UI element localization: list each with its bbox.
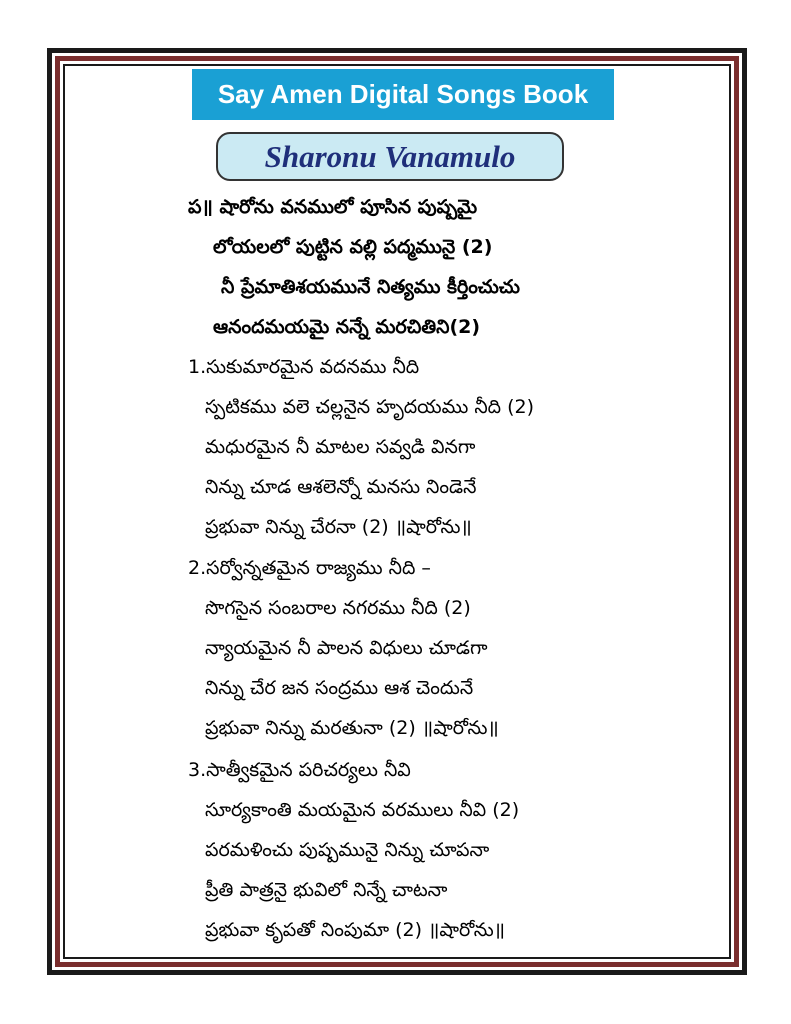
chorus-line-2: లోయలలో పుట్టిన వల్లి పద్మమునై (2) (213, 236, 493, 258)
header-banner (192, 69, 614, 120)
verse-1-line-2: స్పటికము వలె చల్లనైన హృదయము నీది (2) (205, 396, 535, 418)
verse-1-line-5: ప్రభువా నిన్ను చేరనా (2) ॥షారోను॥ (205, 516, 472, 538)
verse-2-line-2: సొగసైన సంబరాల నగరము నీది (2) (205, 597, 471, 619)
verse-2-line-3: న్యాయమైన నీ పాలన విధులు చూడగా (205, 637, 488, 659)
header-title: Say Amen Digital Songs Book (217, 79, 589, 109)
verse-3-line-1: 3.సాత్వీకమైన పరిచర్యలు నీవి (188, 759, 411, 781)
chorus-line-4: ఆనందమయమై నన్నే మరచితిని(2) (213, 316, 481, 338)
verse-2-line-1: 2.సర్వోన్నతమైన రాజ్యము నీది – (188, 557, 431, 579)
verse-2-line-4: నిన్ను చేర జన సంద్రము ఆశ చెందునే (205, 677, 474, 699)
song-title: Sharonu Vanamulo (264, 138, 516, 174)
verse-3-line-4: ప్రీతి పాత్రనై భువిలో నిన్నే చాటనా (205, 879, 448, 901)
verse-3-line-5: ప్రభువా కృపతో నింపుమా (2) ॥షారోను॥ (205, 919, 506, 941)
verse-1-line-4: నిన్ను చూడ ఆశలెన్నో మనసు నిండెనే (205, 476, 477, 498)
verse-1-line-3: మధురమైన నీ మాటల సవ్వడి వినగా (205, 436, 476, 458)
chorus-line-3: నీ ప్రేమాతిశయమునే నిత్యము కీర్తించుచు (221, 276, 520, 298)
verse-3-line-2: సూర్యకాంతి మయమైన వరములు నీవి (2) (205, 799, 520, 821)
verse-3-line-3: పరమళించు పుష్పమునై నిన్ను చూపనా (205, 839, 490, 861)
verse-1-line-1: 1.సుకుమారమైన వదనము నీది (188, 356, 420, 378)
chorus-line-1: ప॥ షారోను వనములో పూసిన పుష్పమై (188, 196, 478, 218)
verse-2-line-5: ప్రభువా నిన్ను మరతునా (2) ॥షారోను॥ (205, 717, 499, 739)
song-title-box (216, 132, 564, 181)
